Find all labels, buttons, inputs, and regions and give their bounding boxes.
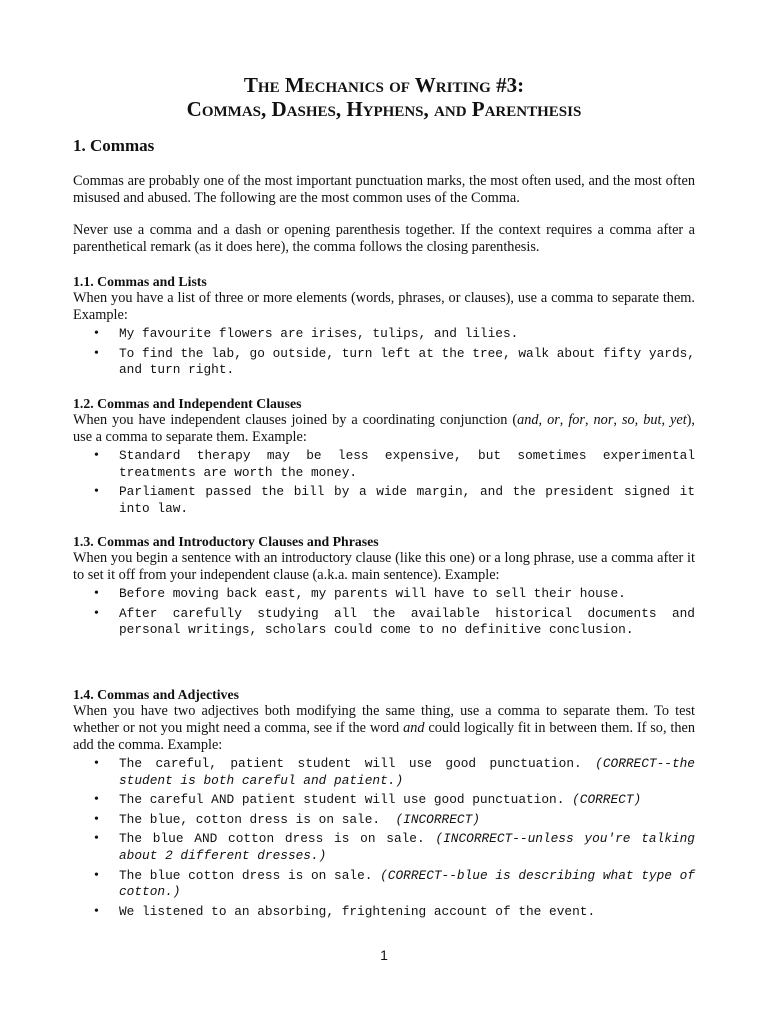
bullet-icon: • [94,811,99,827]
example-note: (CORRECT--blue is describing what type of cotton.) [119,867,695,900]
subsection-1-1 [73,273,695,382]
subsection-1-2 [73,395,695,520]
example-item: • To find the lab, go outside, turn left at the tree, walk about fifty yards, and turn right. [94,345,695,378]
bullet-icon: • [94,831,99,847]
bullet-icon: • [94,484,99,500]
example-item: • The blue cotton dress is on sale. (CORRECT--blue is describing what type of cotton.) [94,867,695,900]
subsection-text: When you have two adjectives both modifying the same thing, use a comma to separate them. To test whether or not you might need a comma, see if the word and could logically fit in between them. If so, then add the comma. Example: [73,703,695,753]
example-note: (CORRECT) [572,792,642,808]
example-list [73,756,695,920]
bullet-icon: • [94,792,99,808]
page-number: 1 [380,947,388,963]
example-item: • Standard therapy may be less expensive, but sometimes experimental treatments are worth the money. [94,448,695,480]
bullet-icon: • [94,345,99,361]
bullet-icon: • [94,326,99,341]
example-item: • We listened to an absorbing, frightening account of the event. [94,903,596,919]
bullet-icon: • [94,586,99,601]
example-item: • The blue AND cotton dress is on sale. (INCORRECT--unless you're talking about 2 different dresses.) [94,831,695,863]
example-item: • Parliament passed the bill by a wide margin, and the president signed it into law. [94,484,695,516]
example-item: • The blue, cotton dress is on sale. (INCORRECT) [94,811,480,827]
title-line-1: The Mechanics of Writing #3: [243,73,525,97]
example-note: (CORRECT--the student is both careful and patient.) [119,756,695,788]
bullet-icon: • [94,903,99,919]
subsection-text: When you begin a sentence with an introductory clause (like this one) or a long phrase, use a comma after it to set it off from your independent clause (a.k.a. main sentence). Example: [73,550,695,583]
bullet-icon: • [94,867,99,883]
example-item: • Before moving back east, my parents will have to sell their house. [94,586,626,601]
section-heading: 1. Commas [73,136,155,155]
example-item: • The careful AND patient student will use good punctuation. (CORRECT) [94,792,642,808]
example-list [73,326,695,379]
bullet-icon: • [94,605,99,621]
subsection-heading: 1.3. Commas and Introductory Clauses and Phrases [73,534,379,549]
subsection-heading: 1.1. Commas and Lists [73,274,207,289]
example-list [73,448,695,517]
intro-paragraph-1: Commas are probably one of the most important punctuation marks, the most often used, and the most often misused and abused. The following are the most common uses of the Comma. [73,173,695,206]
subsection-heading: 1.2. Commas and Independent Clauses [73,396,302,411]
bullet-icon: • [94,756,99,771]
example-item: • After carefully studying all the available historical documents and personal writings, scholars could come to no definitive conclusion. [94,605,695,638]
intro-paragraph-2: Never use a comma and a dash or opening parenthesis together. If the context requires a comma after a parenthetical remark (as it does here), the comma follows the closing parenthesis. [73,222,695,255]
example-item: • The careful, patient student will use good punctuation. (CORRECT--the student is both careful and patient.) [94,756,695,788]
example-list [73,586,695,639]
subsection-1-4 [73,686,695,923]
bullet-icon: • [94,448,99,463]
subsection-text: When you have independent clauses joined by a coordinating conjunction (and, or, for, nor, so, but, yet), use a comma to separate them. Example: [73,412,696,445]
subsection-heading: 1.4. Commas and Adjectives [73,687,239,702]
subsection-1-3 [73,533,695,642]
example-note: (INCORRECT--unless you're talking about 2 different dresses.) [119,831,695,863]
subsection-text: When you have a list of three or more elements (words, phrases, or clauses), use a comma to separate them. Example: [73,290,695,323]
example-note: (INCORRECT) [395,811,480,827]
title-line-2: Commas, Dashes, Hyphens, and Parenthesis [186,97,582,121]
example-item: • My favourite flowers are irises, tulips, and lilies. [94,326,519,341]
